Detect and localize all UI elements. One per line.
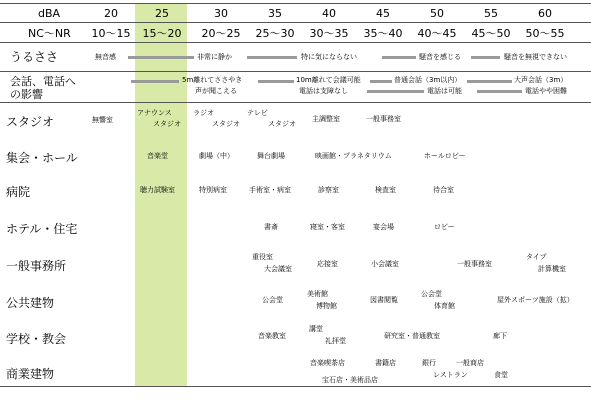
conv-bar-2 — [258, 80, 294, 83]
item-tv-studio: スタジオ — [268, 120, 296, 128]
nc-col-9: 50〜55 — [525, 27, 565, 40]
conv-top-4: 大声会話（3m） — [514, 76, 568, 84]
dba-col-1: 20 — [104, 7, 118, 20]
noise-bar-4 — [471, 56, 500, 59]
row-label-office: 一般事務所 — [6, 259, 67, 273]
dba-col-9: 60 — [538, 7, 552, 20]
dba-col-6: 45 — [376, 7, 390, 20]
row-label-school: 学校・教会 — [6, 332, 67, 346]
item-hearing-test-room: 聴力試験室 — [140, 186, 175, 194]
item-gymnasium: 体育館 — [434, 302, 455, 310]
item-study: 書斎 — [264, 223, 278, 231]
item-small-meeting-room: 小会議室 — [371, 260, 399, 268]
item-radio: ラジオ — [193, 109, 214, 117]
item-reception-room: 応接室 — [317, 260, 338, 268]
conv-header: 会話、電話への影響 — [10, 75, 76, 102]
item-cinema-planetarium: 映画館・プラネタリウム — [315, 152, 392, 160]
nc-col-4: 25〜30 — [255, 27, 295, 40]
nc-col-1: 10〜15 — [91, 27, 131, 40]
item-office-general: 一般事務室 — [457, 260, 492, 268]
item-corridor: 廊下 — [493, 332, 507, 340]
item-special-ward: 特別病室 — [199, 186, 227, 194]
highlight-column-25dba — [135, 3, 187, 386]
noise-label-1: 無音感 — [95, 53, 116, 61]
item-public-hall: 公会堂 — [262, 296, 283, 304]
item-museum: 博物館 — [316, 302, 337, 310]
item-radio-studio: スタジオ — [212, 120, 240, 128]
rule-bottom — [0, 386, 591, 387]
noise-label-5: 騒音を無視できない — [504, 53, 567, 61]
rule-nc — [0, 42, 591, 43]
item-general-office: 一般事務室 — [366, 115, 401, 123]
nc-col-3: 20〜25 — [201, 27, 241, 40]
item-executive-room: 重役室 — [252, 253, 273, 261]
conv-bar-3 — [370, 80, 392, 83]
nc-header: NC〜NR — [28, 27, 71, 40]
item-anechoic-room: 無響室 — [92, 116, 113, 124]
item-tv: テレビ — [247, 109, 268, 117]
noise-label-4: 騒音を感じる — [419, 53, 461, 61]
dba-col-8: 55 — [484, 7, 498, 20]
item-stage-theater: 舞台劇場 — [257, 152, 285, 160]
item-art-museum: 美術館 — [307, 290, 328, 298]
dba-col-4: 35 — [268, 7, 282, 20]
item-theater-medium: 劇場（中） — [199, 152, 234, 160]
conv-bottom-1: 声が聞こえる — [195, 87, 237, 95]
item-music-cafe: 音楽喫茶店 — [310, 359, 345, 367]
conv-top-1: 5m離れてささやき — [182, 76, 243, 84]
nc-col-5: 30〜35 — [309, 27, 349, 40]
nc-col-2: 15〜20 — [142, 27, 182, 40]
rule-conv — [0, 102, 591, 103]
item-waiting-room: 待合室 — [433, 186, 454, 194]
row-label-hotel: ホテル・住宅 — [6, 222, 78, 236]
item-bank: 銀行 — [422, 359, 436, 367]
item-outdoor-sports: 屋外スポーツ施設（拡） — [497, 296, 574, 304]
item-general-store: 一般商店 — [456, 359, 484, 367]
item-banquet-hall: 宴会場 — [373, 223, 394, 231]
item-library-reading: 図書閲覧 — [370, 296, 398, 304]
dba-col-3: 30 — [214, 7, 228, 20]
noise-bar-2 — [247, 56, 297, 59]
dba-col-7: 50 — [430, 7, 444, 20]
item-large-meeting-room: 大会議室 — [264, 265, 292, 273]
rule-dba — [0, 22, 591, 23]
noise-bar-3 — [382, 56, 416, 59]
conv-bottom-2: 電話は支障なし — [299, 87, 348, 95]
conv-bar-5 — [367, 90, 424, 93]
noise-label-3: 特に気にならない — [301, 53, 357, 61]
conv-bar-4 — [467, 80, 512, 83]
item-announce-studio: スタジオ — [153, 120, 181, 128]
row-label-hall: 集会・ホール — [6, 151, 78, 165]
item-computer-room: 計算機室 — [538, 265, 566, 273]
item-typing: タイプ — [526, 253, 547, 261]
item-concert-hall: 音楽堂 — [147, 152, 168, 160]
conv-top-3: 普通会話（3m以内） — [394, 76, 462, 84]
noise-bar-1 — [128, 56, 194, 59]
conv-top-2: 10m離れて会議可能 — [296, 76, 361, 84]
conv-bottom-3: 電話は可能 — [427, 87, 462, 95]
item-canteen: 食堂 — [494, 371, 508, 379]
nc-col-6: 35〜40 — [363, 27, 403, 40]
dba-header: dBA — [38, 7, 61, 20]
item-hall-lobby: ホールロビー — [424, 152, 466, 160]
item-hotel-lobby: ロビー — [434, 223, 455, 231]
row-label-studio: スタジオ — [6, 115, 55, 129]
item-music-classroom: 音楽教室 — [258, 332, 286, 340]
dba-col-2: 25 — [155, 7, 169, 20]
item-exam-room: 診察室 — [318, 186, 339, 194]
item-public-hall-2: 公会堂 — [421, 290, 442, 298]
item-master-control: 主調整室 — [312, 115, 340, 123]
item-restaurant: レストラン — [433, 371, 468, 379]
noise-header: うるささ — [10, 50, 59, 64]
row-label-public: 公共建物 — [6, 296, 55, 310]
nc-col-7: 40〜45 — [417, 27, 457, 40]
rule-top — [0, 3, 591, 4]
dba-col-5: 40 — [322, 7, 336, 20]
conv-bar-1 — [131, 80, 179, 83]
row-label-commercial: 商業建物 — [6, 367, 55, 381]
item-bookstore: 書籍店 — [375, 359, 396, 367]
rule-noise — [0, 71, 591, 72]
row-label-hospital: 病院 — [6, 185, 31, 199]
nc-col-8: 45〜50 — [471, 27, 511, 40]
item-operating-ward: 手術室・病室 — [249, 186, 291, 194]
item-auditorium: 講堂 — [309, 325, 323, 333]
item-lab-room: 検査室 — [375, 186, 396, 194]
item-lab-classroom: 研究室・普通教室 — [384, 332, 440, 340]
item-announce: アナウンス — [137, 109, 172, 117]
conv-bar-6 — [477, 90, 522, 93]
item-chapel: 礼拝堂 — [325, 337, 346, 345]
noise-label-2: 非常に静か — [197, 53, 232, 61]
item-bedroom-guestroom: 寝室・客室 — [310, 223, 345, 231]
item-jewelry-art-shop: 宝石店・美術品店 — [322, 376, 378, 384]
conv-bottom-4: 電話やや困難 — [525, 87, 567, 95]
